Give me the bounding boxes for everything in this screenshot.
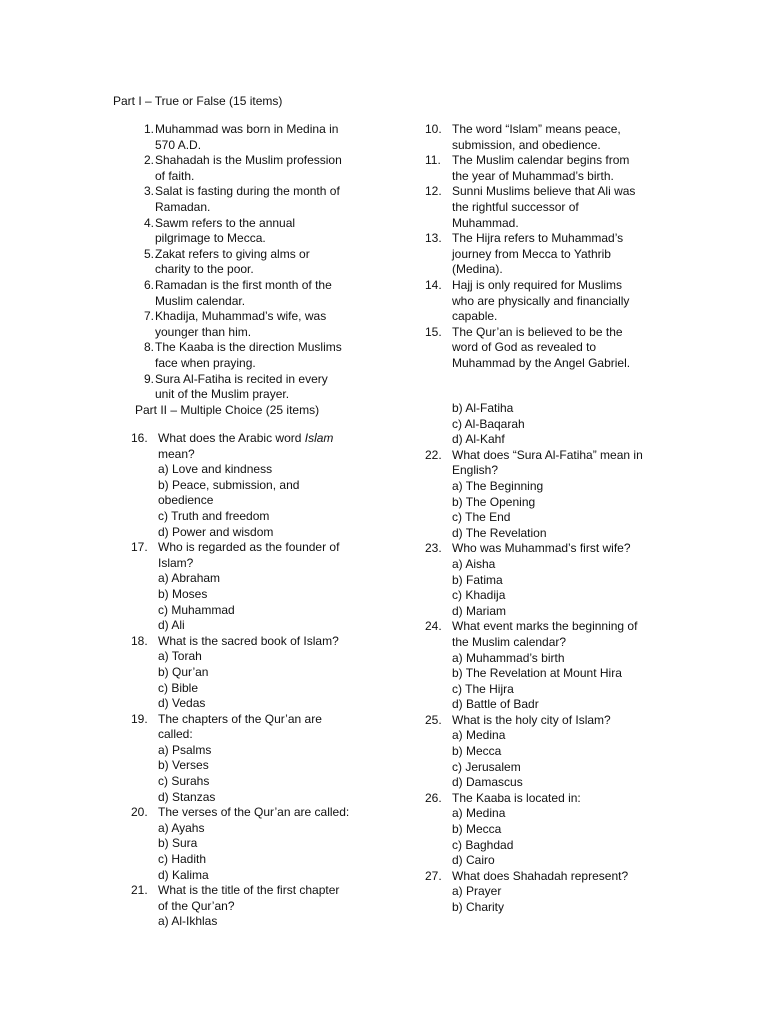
question-text-line: Who is regarded as the founder of: [158, 540, 340, 555]
statement-2: [132, 153, 382, 184]
option-line: b) Mecca: [452, 822, 502, 837]
question-number: 21.: [131, 883, 148, 898]
option-line: c) The End: [452, 510, 511, 525]
statement-line: 570 A.D.: [155, 137, 202, 152]
question-17: [131, 540, 371, 634]
option-line: b) Peace, submission, and: [158, 477, 300, 492]
question-number: 16.: [131, 431, 148, 445]
option-line: d) Damascus: [452, 775, 523, 790]
statement-line: (Medina).: [452, 262, 503, 277]
part2-left-questions: [131, 540, 371, 930]
part2-right-questions: [425, 448, 695, 916]
option-line: a) Ayahs: [158, 820, 205, 835]
option-line: a) The Beginning: [452, 478, 544, 493]
statement-line: Hajj is only required for Muslims: [452, 277, 623, 292]
statement-text: [155, 122, 382, 153]
statement-line: The Qur’an is believed to be the: [452, 324, 623, 339]
question-text-line: What is the sacred book of Islam?: [158, 633, 339, 648]
statement-text: [452, 184, 680, 231]
question-text: [452, 619, 695, 713]
question-21-continued-options: [425, 401, 695, 448]
statement-line: The Kaaba is the direction Muslims: [155, 340, 342, 355]
statement-line: Sunni Muslims believe that Ali was: [452, 184, 636, 199]
statement-line: Muslim calendar.: [155, 293, 246, 308]
question-number: 17.: [131, 540, 148, 555]
option-line: c) Baghdad: [452, 837, 514, 852]
statement-number: 2.: [143, 153, 154, 168]
statement-number: 13.: [425, 231, 442, 246]
question-number: 19.: [131, 711, 148, 726]
statement-number: 9.: [143, 371, 154, 386]
statement-line: capable.: [452, 309, 498, 324]
statement-14: [425, 278, 680, 325]
statement-number: 10.: [425, 122, 442, 136]
part1-heading: Part I – True or False (15 items): [113, 94, 283, 108]
question-text: [452, 541, 695, 619]
question-19: [131, 712, 371, 806]
question-text: [158, 540, 371, 634]
statement-line: Khadija, Muhammad’s wife, was: [155, 309, 327, 324]
statement-line: Ramadan.: [155, 199, 211, 214]
statement-text: [155, 184, 382, 215]
option-line: b) Charity: [452, 900, 505, 914]
statement-text: [155, 278, 382, 309]
question-text-line: The verses of the Qur’an are called:: [158, 805, 350, 820]
option-line: b) Mecca: [452, 744, 502, 759]
statement-line: The word “Islam” means peace,: [452, 122, 621, 136]
question-26: [425, 791, 695, 869]
option-line: c) The Hijra: [452, 681, 514, 696]
statement-text: [155, 309, 382, 340]
statement-10: [425, 122, 680, 153]
question-text-line: The chapters of the Qur’an are: [158, 711, 322, 726]
statement-text: [155, 247, 382, 278]
question-text-line: What event marks the beginning of: [452, 619, 638, 634]
statement-15: [425, 325, 680, 372]
statement-line: word of God as revealed to: [452, 340, 597, 355]
option-line: d) Power and wisdom: [158, 524, 274, 539]
statement-number: 15.: [425, 324, 442, 339]
statement-13: [425, 231, 680, 278]
option-line: a) Aisha: [452, 556, 496, 571]
option-line: d) Stanzas: [158, 789, 216, 804]
option-line: b) Qur’an: [158, 664, 209, 679]
question-text-line: What does “Sura Al-Fatiha” mean in: [452, 447, 643, 462]
option-line: b) Sura: [158, 836, 198, 851]
option-line: c) Khadija: [452, 588, 506, 603]
statement-12: [425, 184, 680, 231]
part1-left-column: [132, 122, 382, 403]
statement-6: [132, 278, 382, 309]
question-20: [131, 805, 371, 883]
question-text-line: What is the title of the first chapter: [158, 883, 340, 898]
option-line: d) Battle of Badr: [452, 697, 539, 712]
question-text-line: mean?: [158, 446, 195, 461]
statement-line: Muhammad.: [452, 215, 519, 230]
option-line: b) Al-Fatiha: [452, 401, 514, 415]
option-line: d) Kalima: [158, 867, 209, 882]
statement-number: 5.: [143, 246, 154, 261]
option-line: a) Medina: [452, 728, 506, 743]
option-line: d) Ali: [158, 618, 185, 633]
option-line: d) The Revelation: [452, 525, 547, 540]
statement-line: who are physically and financially: [452, 293, 630, 308]
statement-line: journey from Mecca to Yathrib: [452, 246, 611, 261]
option-line: b) The Opening: [452, 494, 536, 509]
statement-line: Shahadah is the Muslim profession: [155, 153, 342, 168]
question-number: 22.: [425, 447, 442, 462]
option-line: a) Torah: [158, 649, 202, 664]
option-line: a) Al-Ikhlas: [158, 914, 218, 929]
statement-number: 11.: [425, 153, 441, 168]
statement-number: 4.: [143, 215, 154, 230]
part2-right-column: [425, 401, 695, 916]
option-line: a) Medina: [452, 806, 506, 821]
option-line: c) Surahs: [158, 774, 210, 789]
statement-text: [452, 153, 680, 184]
option-line: d) Cairo: [452, 853, 495, 868]
option-line: d) Mariam: [452, 603, 507, 618]
question-text-line: of the Qur’an?: [158, 898, 235, 913]
option-line: a) Abraham: [158, 571, 221, 586]
option-line: c) Muhammad: [158, 602, 235, 617]
statement-number: 7.: [143, 309, 154, 324]
statement-number: 14.: [425, 277, 442, 292]
part2-left-column: [131, 431, 371, 930]
statement-1: [132, 122, 382, 153]
question-16: [131, 431, 371, 540]
option-line: a) Prayer: [452, 884, 502, 899]
statement-line: charity to the poor.: [155, 262, 254, 277]
question-text-line: Who was Muhammad’s first wife?: [452, 541, 631, 556]
statement-text: [155, 372, 382, 403]
part1-right-column: [425, 122, 680, 372]
question-text: [452, 791, 695, 869]
question-text: [158, 883, 371, 930]
statement-line: face when praying.: [155, 355, 256, 370]
question-23: [425, 541, 695, 619]
option-line: c) Bible: [158, 680, 199, 695]
question-21: [131, 883, 371, 930]
option-line: b) Verses: [158, 758, 209, 773]
question-text: [158, 431, 371, 540]
statement-line: Zakat refers to giving alms or: [155, 246, 310, 261]
statement-line: younger than him.: [155, 324, 252, 339]
statement-line: unit of the Muslim prayer.: [155, 387, 290, 402]
option-line: b) Moses: [158, 586, 208, 601]
question-text: [158, 634, 371, 712]
question-text: [158, 712, 371, 806]
question-text: [452, 869, 695, 916]
question-text-line: called:: [158, 727, 193, 742]
question-text-line: What does the Arabic word: [158, 431, 305, 445]
question-number: 20.: [131, 805, 148, 820]
statement-text: [155, 340, 382, 371]
statement-line: The Muslim calendar begins from: [452, 153, 630, 168]
statement-text: [452, 325, 680, 372]
statement-line: submission, and obedience.: [452, 137, 601, 152]
statement-line: of faith.: [155, 168, 195, 183]
statement-4: [132, 216, 382, 247]
statement-line: Salat is fasting during the month of: [155, 184, 340, 199]
question-number: 25.: [425, 712, 442, 727]
question-text-line: What does Shahadah represent?: [452, 868, 629, 883]
statement-text: [452, 278, 680, 325]
statement-7: [132, 309, 382, 340]
statement-line: Muhammad was born in Medina in: [155, 122, 339, 136]
option-line: a) Love and kindness: [158, 462, 273, 477]
statement-number: 8.: [143, 340, 154, 355]
statement-text: [452, 122, 680, 153]
statement-line: Sura Al-Fatiha is recited in every: [155, 371, 328, 386]
statement-line: The Hijra refers to Muhammad’s: [452, 231, 624, 246]
question-number: 27.: [425, 868, 442, 883]
question-text-line: the Muslim calendar?: [452, 634, 567, 649]
question-number: 18.: [131, 633, 148, 648]
question-text: [452, 448, 695, 542]
statement-3: [132, 184, 382, 215]
statement-line: Muhammad by the Angel Gabriel.: [452, 355, 631, 370]
question-text: [158, 805, 371, 883]
question-24: [425, 619, 695, 713]
statement-number: 1.: [143, 122, 154, 136]
question-25: [425, 713, 695, 791]
option-line: c) Truth and freedom: [158, 508, 270, 523]
statement-number: 6.: [143, 277, 154, 292]
question-text-line: What is the holy city of Islam?: [452, 712, 611, 727]
question-text-line: Islam?: [158, 555, 194, 570]
statement-8: [132, 340, 382, 371]
question-number: 23.: [425, 541, 442, 556]
statement-line: Ramadan is the first month of the: [155, 277, 332, 292]
question-18: [131, 634, 371, 712]
statement-line: Sawm refers to the annual: [155, 215, 296, 230]
option-line: c) Hadith: [158, 852, 207, 867]
question-text: [452, 713, 695, 791]
option-line: c) Jerusalem: [452, 759, 521, 774]
statement-text: [155, 216, 382, 247]
question-27: [425, 869, 695, 916]
statement-line: the year of Muhammad’s birth.: [452, 168, 614, 183]
option-line: b) The Revelation at Mount Hira: [452, 666, 622, 681]
question-text-line: The Kaaba is located in:: [452, 790, 581, 805]
option-line: d) Vedas: [158, 696, 206, 711]
statement-line: the rightful successor of: [452, 199, 579, 214]
statement-5: [132, 247, 382, 278]
option-line: c) Al-Baqarah: [452, 416, 525, 431]
statement-text: [452, 231, 680, 278]
option-line: obedience: [158, 493, 214, 508]
statement-9: [132, 372, 382, 403]
statement-11: [425, 153, 680, 184]
option-line: d) Al-Kahf: [452, 432, 505, 447]
question-number: 26.: [425, 790, 442, 805]
question-text-line: English?: [452, 463, 499, 478]
option-line: a) Muhammad’s birth: [452, 650, 565, 665]
statement-number: 12.: [425, 184, 442, 199]
question-number: 24.: [425, 619, 442, 634]
statement-line: pilgrimage to Mecca.: [155, 231, 266, 246]
question-22: [425, 448, 695, 542]
statement-text: [155, 153, 382, 184]
statement-number: 3.: [143, 184, 154, 199]
option-line: b) Fatima: [452, 572, 503, 587]
part2-heading: Part II – Multiple Choice (25 items): [135, 403, 320, 417]
option-line: a) Psalms: [158, 742, 212, 757]
question-emphasis: Islam: [304, 431, 334, 445]
